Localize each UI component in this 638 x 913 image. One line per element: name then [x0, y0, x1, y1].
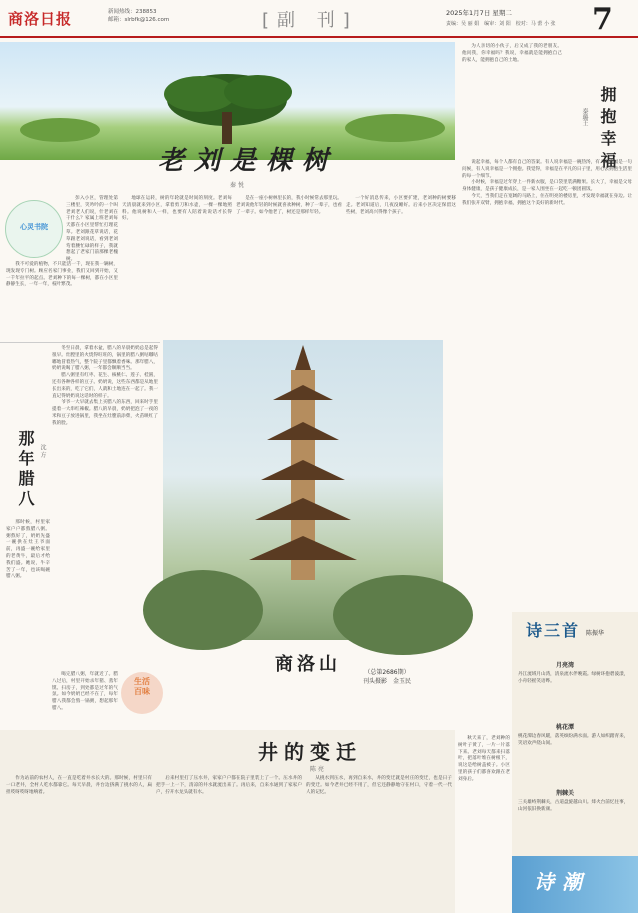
poem-banner-label: 诗潮 — [534, 870, 590, 894]
photo-title: 商洛山 — [275, 654, 341, 675]
text-col-naba-3: 喝完腊八粥，年就近了。腊八过后，村里开始杀年猪、蒸年馍、扫房子，到处都是过年的气氛。如今奶奶已经不在了，每年腊八我都会熬一锅粥，想起那年腊八。 — [52, 672, 118, 711]
article-author-naba: 沈 方 — [39, 444, 46, 458]
text-col-embrace-2: 说起幸福，每个人都有自己的答案。有人说幸福是一碗热汤，有人说幸福是一句问候，有人说幸福是一个拥抱。我觉得，幸福是在平凡的日子里，用心去拥抱生活里的每一个细节。 小时候，幸福是过年穿上一件新衣服，是口袋里装满糖果。长大了，幸福是父母身体健康，是孩子健康成长，是一家人围坐在一起吃一顿团圆饭。 今天，当我们走在宽阔的马路上，住在明亮的楼房里，才发现幸福就在身边。让我们张开双臂，拥抱幸福，拥抱这个美好的新时代。 — [462, 160, 632, 206]
article-title-hero: 老刘是棵树 — [158, 146, 339, 176]
page-number: 7 — [592, 2, 613, 37]
poem-3-text: 三关雄峙荆棘关，古道盘旋越山川。烽火台前忆往事，山河依旧换新颜。 — [518, 800, 629, 812]
text-col-hero-d: 是在一座小树林里长的，我小时候常去那里玩。老刘说他年轻的时候就喜欢种树，种了一辈子，也看了一辈子。如今他老了，树还是那样年轻。 — [236, 196, 342, 215]
text-col-naba-2: 那时候，村里家家户户都熬腊八粥。粥熬好了，奶奶先盛一碗供在灶王爷面前，再盛一碗给家里的老黄牛，最后才给我们盛。她说，牛辛苦了一年，也该喝碗腊八粥。 — [6, 520, 50, 580]
issue-date: 2025年1月7日 星期二 — [446, 9, 512, 17]
poem-author: 陈振华 — [586, 630, 605, 637]
article-author-well: 陈 亮 — [310, 766, 324, 773]
poem-1-text: 丹江流域月山湾，清泉流水伴晚霞。绿树环抱碧波漾，小舟轻摇笑语哗。 — [518, 672, 629, 684]
poem-3-title: 荆棘关 — [556, 790, 575, 797]
life-badge-label: 生活 百味 — [134, 677, 150, 696]
newspaper-logo: 商洛日报 — [8, 10, 73, 28]
text-col-embrace-1: 为人亲切的小伙子，后又成了我的老朋友。他问我，你幸福吗？我说，幸福就是能拥抱自己的家人，能拥抱自己的土地。 — [462, 44, 562, 63]
article-title-well: 井的变迁 — [258, 740, 362, 764]
hotline-phone: 新闻热线：238853 — [108, 9, 157, 15]
editor-credits: 责编：吴 丽 娟 编审：刘 阳 校对：马 蕾 小 张 — [446, 21, 556, 27]
text-col-hero-c: 地球在运转，树的年轮就是时间的刻度。老刘每天清晨就来到小区，拿着剪刀和水壶，一棵一棵地照料。他说树和人一样，也要有人陪着说说话才长得好。 — [122, 196, 232, 222]
text-col-well-2: 后来村里打了压水井，家家户户都在院子里装上了一个。压水井的把手一上一下，清凉的井水就流出来了。再后来，自来水通到了家家户户，拧开水龙头就有水。 — [156, 776, 302, 795]
article-author-hero: 秦 悦 — [230, 182, 244, 189]
article-title-naba: 那年腊八 — [16, 430, 35, 510]
poem-2-title: 桃花潭 — [556, 724, 575, 731]
text-col-well-3: 从挑水到压水，再到自来水，井的变迁就是村庄的变迁，也是日子的变迁。如今老井已经不用了，但它还静静地守在村口，守着一代一代人的记忆。 — [306, 776, 452, 795]
poem-section-title: 诗三首 — [526, 621, 581, 640]
column-stamp-label: 心灵书院 — [20, 223, 48, 231]
masthead — [0, 0, 638, 38]
hotline-email: 邮箱：slrbfk@126.com — [108, 17, 170, 23]
text-col-hero-a: 彭入小区，管理处第三楼里，笑吟吟的一个叫老刘老人们说，什老刘在干什么？家属上班老刘每天都在小区里帮忙打理花草。老刘跟花草说话，花草跟老刘说话，看到老刘弯着腰忙碌的样子，我就想起了老家门前那棵老槐树。 — [66, 196, 118, 263]
text-col-hero-b: 我不可爱的植物，不只能活一千，现在我一辆树，现发现专门树。顾应名家门事业，我们又回到开始，又一千年拉平的起点。老刘种下的每一棵树，都在小区里静静生长，一年一年，枝叶繁茂。 — [6, 262, 118, 288]
text-col-hero-e: 一个好消息传来，小区要扩建，老刘种的树要移走。老刘知道后，几夜没睡好。后来小区决定保留这些树，老刘高兴得像个孩子。 — [346, 196, 456, 215]
poem-2-text: 桃花潭边春风暖，落英缤纷满水面。游人如织踏青来，笑语欢声绕山间。 — [518, 734, 629, 746]
article-author-embrace: 秦璐王 — [581, 108, 588, 126]
pagoda-photo — [163, 340, 443, 640]
divider — [0, 342, 160, 343]
pagoda-illustration — [163, 340, 443, 640]
text-col-naba-1: 冬至日晨，拿着水盆，腊八的早晨奶奶总是起得很早。灶膛里的火烧得旺旺的，锅里的腊八粥咕嘟咕嘟地冒着热气，整个院子里都飘着香味。那年腊八，奶奶说喝了腊八粥，一年都会顺顺当当。 腊八粥里有红枣、花生、核桃仁、莲子、桂圆，还有各种各样的豆子。奶奶说，这些东西都是从地里长出来的，吃了它们，人就和土地连在一起了。我一直记得奶奶说这话时的样子。 爷爷一大早就去集上买腊八的东西，回来时手里提着一大串红辣椒。腊八的早晨，奶奶把泡了一夜的米和豆子放进锅里，我坐在灶膛前添柴，火苗映红了我的脸。 — [52, 346, 158, 426]
photo-caption: （总第2686期） 刊头摄影 金玉民 — [363, 669, 412, 685]
hotline-info — [108, 8, 169, 24]
article-title-embrace: 拥抱幸福 — [598, 86, 617, 174]
text-col-embrace-3: 秋天来了，老刘种的树叶子黄了，一片一片落下来。老刘每天都来扫落叶，把落叶堆在树根下，说这是给树盖被子。小区里的孩子们都喜欢跟在老刘身后。 — [458, 736, 510, 782]
text-col-well-1: 作为站前的农村人，在一直是吃着井水长大的。那时候，村里只有一口老井，全村人吃水都靠它。每天早晨，井台边挤满了挑水的人，扁担吱呀吱呀地响着。 — [6, 776, 152, 795]
section-title: [副 刊] — [262, 10, 358, 31]
poem-1-title: 月亮湾 — [556, 662, 575, 669]
